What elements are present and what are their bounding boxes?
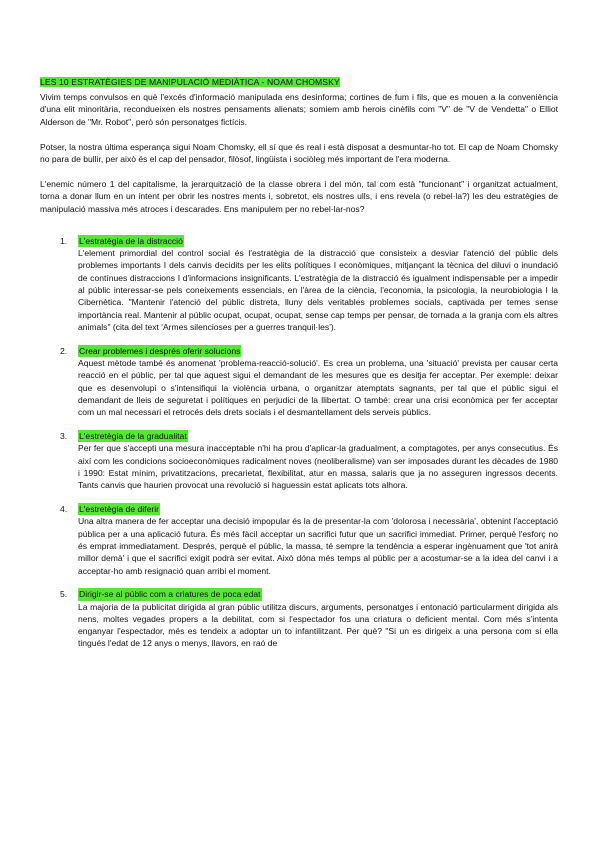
intro-paragraph-3: L'enemic número 1 del capitalisme, la jerarquització de la classe obrera i del món, tal com està "funcionant" i organitzat actualment, torna a donar llum en un intent per obrir les nostres ments i, sobretot, els nostres ulls, i ens revela (o rebel·la?) les deu estratègies de manipulació massiva més atroces i descarades. Ens manipulem per no rebel·lar-nos? [40, 178, 558, 214]
intro-paragraph-2: Potser, la nostra última esperança sigui Noam Chomsky, ell sí que és real i està disposat a desmuntar-ho tot. El cap de Noam Chomsky no para de bullir, per això és el cap del pensador, filòsof, lingüista i sociòleg més important de l'era moderna. [40, 141, 558, 165]
list-item [40, 503, 558, 577]
item-heading [60, 430, 558, 442]
item-title: Crear problemes i després oferir solucions [79, 345, 241, 356]
item-body: Aquest mètode també és anomenat 'problema-reacció-solució'. Es crea un problema, una 'situació' prevista per causar certa reacció en el públic, per tal que aquest sigui el demandant de les mesures que es desitja fer acceptar. Per exemple: deixar que es desenvolupi o s'intensifiqui la violència urbana, o organitzar atemptats sagnants, per tal que el públic sigui el demandant de lleis de seguretat i polítiques en perjudici de la llibertat. O també: crear una crisi econòmica per fer acceptar com un mal necessari el retrocés dels drets socials i el desmantellament dels serveis públics. [78, 358, 558, 418]
item-title: Dirigir-se al públic com a criatures de poca edat [79, 589, 261, 600]
list-item [40, 430, 558, 491]
strategies-list [40, 235, 558, 650]
title-line [40, 72, 558, 90]
item-body: L'element primordial del control social és l'estratègia de la distracció que consisteix a desviar l'atenció del públic dels problemes importants I dels canvis decidits per les elits polítiques I econòmiques, mitjançant la tècnica del diluvi o inundació de contínues distraccions I d'informacions insignificants. L'estratègia de la distracció és igualment indispensable per a impedir al públic interessar-se pels coneixements essencials, en l'àrea de la ciència, l'economia, la psicologia, la neurobiologia I la Cibernètica. "Mantenir l'atenció del públic distreta, lluny dels veritables problemes socials, captivada per temes sense importància real. Mantenir al públic ocupat, ocupat, ocupat, sense cap temps per pensar, de tornada a la granja com els altres animals" (cita del text 'Armes silencioses per a guerres tranquil·les'). [78, 248, 558, 332]
list-item [40, 235, 558, 333]
item-number: 1. [60, 235, 68, 246]
item-title: L'estretègia de la gradualitat [79, 431, 187, 442]
intro-paragraph-1: Vivim temps convulsos en què l'excés d'informació manipulada ens desinforma; cortines de fum i fils, que es mouen a la conveniència d'una elit minoritària, recondueixen els nostres pensaments alienats; somiem amb herois cinèfils com "V" de "V de Vendetta" o Elliot Alderson de "Mr. Robot", però són personatges fictícis. [40, 92, 558, 127]
item-heading [60, 235, 558, 247]
item-heading [60, 588, 558, 600]
list-item [40, 345, 558, 419]
item-body: Una altra manera de fer acceptar una decisió impopular és la de presentar-la com 'dolorosa i necessària', obtenint l'acceptació pública per a una aplicació futura. És més fàcil acceptar un sacrifici futur que un sacrifici immediat. Primer, perquè l'esforç no és emprat immediatament. Després, perquè el públic, la massa, té sempre la tendència a esperar ingènuament que 'tot anirà millor demà' i que el sacrifici exigit podrà ser evitat. Això dóna més temps al públic per a acostumar-se a la idea del canvi i a acceptar-ho amb resignació quan arribi el moment. [78, 516, 558, 576]
item-heading [60, 345, 558, 357]
document-page [40, 72, 558, 661]
item-body: La majoria de la publicitat dirigida al gran públic utilitza discurs, arguments, personatges i entonació particularment dirigida als nens, moltes vegades propers a la debilitat, com si l'espectador fos una criatura o deficient mental. Com més s'intenta enganyar l'espectador, més es tendeix a adoptar un to infantilitzant. Per què? "Si un es dirigeix a una persona com si ella tingués l'edat de 12 anys o menys, llavors, en raó de [78, 601, 558, 649]
item-number: 3. [60, 431, 68, 442]
item-number: 4. [60, 504, 68, 515]
item-title: L'estretègia de diferir [79, 504, 159, 515]
list-item [40, 588, 558, 649]
item-title: L'estratègia de la distracció [79, 235, 183, 246]
item-number: 5. [60, 589, 68, 600]
item-body: Per fer que s'accepti una mesura inacceptable n'hi ha prou d'aplicar-la gradualment, a comptagotes, per anys consecutius. És així com les condicions socioeconòmiques radicalment noves (neoliberalisme) van ser imposades durant les dècades de 1980 i 1990: Estat mínim, privatitzacions, precarietat, flexibilitat, atur en massa, salaris que ja no asseguren ingressos decents. Tants canvis que haurien provocat una revolució si haguessin estat aplicats tots alhora. [78, 443, 558, 491]
item-number: 2. [60, 345, 68, 356]
item-heading [60, 503, 558, 515]
document-title: LES 10 ESTRATÈGIES DE MANIPULACIÓ MEDIÀTICA - NOAM CHOMSKY [40, 77, 340, 87]
